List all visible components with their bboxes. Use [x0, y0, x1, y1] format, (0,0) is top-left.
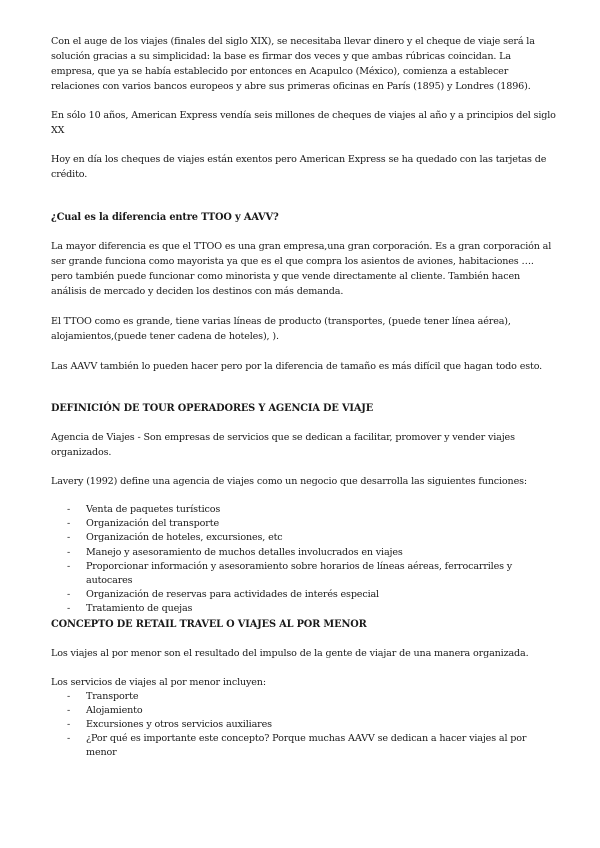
intro-paragraph-sales: En sólo 10 años, American Express vendía seis millones de cheques de viajes al año y a principios del siglo XX — [51, 110, 556, 136]
functions-list — [51, 503, 556, 617]
list-item: - Alojamiento — [67, 704, 556, 718]
list-item: - Venta de paquetes turísticos — [67, 503, 556, 517]
definition-paragraph-lavery: Lavery (1992) define una agencia de viajes como un negocio que desarrolla las siguientes funciones: — [51, 476, 527, 487]
intro-paragraph-history: Con el auge de los viajes (finales del siglo XIX), se necesitaba llevar dinero y el cheque de viaje será la solución gracias a su simplicidad: la base es firmar dos veces y que ambas rúbricas coincidan. La empresa, que ya se había establecido por entonces en Acapulco (México), comienza a establecer relaciones con varios bancos europeos y abre sus primeras oficinas en París (1895) y Londres (1896). — [51, 36, 535, 92]
list-item: - Organización de hoteles, excursiones, etc — [67, 531, 556, 545]
intro-paragraph-today: Hoy en día los cheques de viajes están exentos pero American Express se ha quedado con las tarjetas de crédito. — [51, 154, 547, 180]
difference-paragraph-product-lines: El TTOO como es grande, tiene varias líneas de producto (transportes, (puede tener línea aérea), alojamientos,(puede tener cadena de hoteles), ). — [51, 316, 511, 342]
retail-paragraph-definition: Los viajes al por menor son el resultado del impulso de la gente de viajar de una manera organizada. — [51, 647, 529, 659]
list-item: - Tratamiento de quejas — [67, 602, 556, 616]
retail-services-list — [51, 690, 556, 761]
list-item: - ¿Por qué es importante este concepto? Porque muchas AAVV se dedican a hacer viajes al por menor — [67, 732, 556, 760]
retail-paragraph-services: Los servicios de viajes al por menor incluyen: — [51, 676, 266, 688]
list-item: - Organización de reservas para actividades de interés especial — [67, 588, 556, 602]
list-item: - Manejo y asesoramiento de muchos detalles involucrados en viajes — [67, 546, 556, 560]
heading-definition: DEFINICIÓN DE TOUR OPERADORES Y AGENCIA DE VIAJE — [51, 403, 374, 414]
definition-paragraph-agency: Agencia de Viajes - Son empresas de servicios que se dedican a facilitar, promover y vender viajes organizados. — [51, 432, 515, 458]
list-item: - Excursiones y otros servicios auxiliares — [67, 718, 556, 732]
list-item: - Transporte — [67, 690, 556, 704]
difference-paragraph-main: La mayor diferencia es que el TTOO es una gran empresa,una gran corporación. Es a gran corporación al ser grande funciona como mayorista ya que es el que compra los asientos de aviones, habitaciones …. pero también puede funcionar como minorista y que vende directamente al cliente. También hacen análisis de mercado y deciden los destinos con más demanda. — [51, 241, 552, 297]
heading-retail: CONCEPTO DE RETAIL TRAVEL O VIAJES AL POR MENOR — [51, 618, 367, 630]
difference-paragraph-aavv: Las AAVV también lo pueden hacer pero por la diferencia de tamaño es más difícil que hagan todo esto. — [51, 361, 543, 372]
list-item: - Organización del transporte — [67, 517, 556, 531]
list-item: - Proporcionar información y asesoramiento sobre horarios de líneas aéreas, ferrocarriles y autocares — [67, 560, 556, 588]
heading-difference: ¿Cual es la diferencia entre TTOO y AAVV? — [51, 212, 279, 223]
